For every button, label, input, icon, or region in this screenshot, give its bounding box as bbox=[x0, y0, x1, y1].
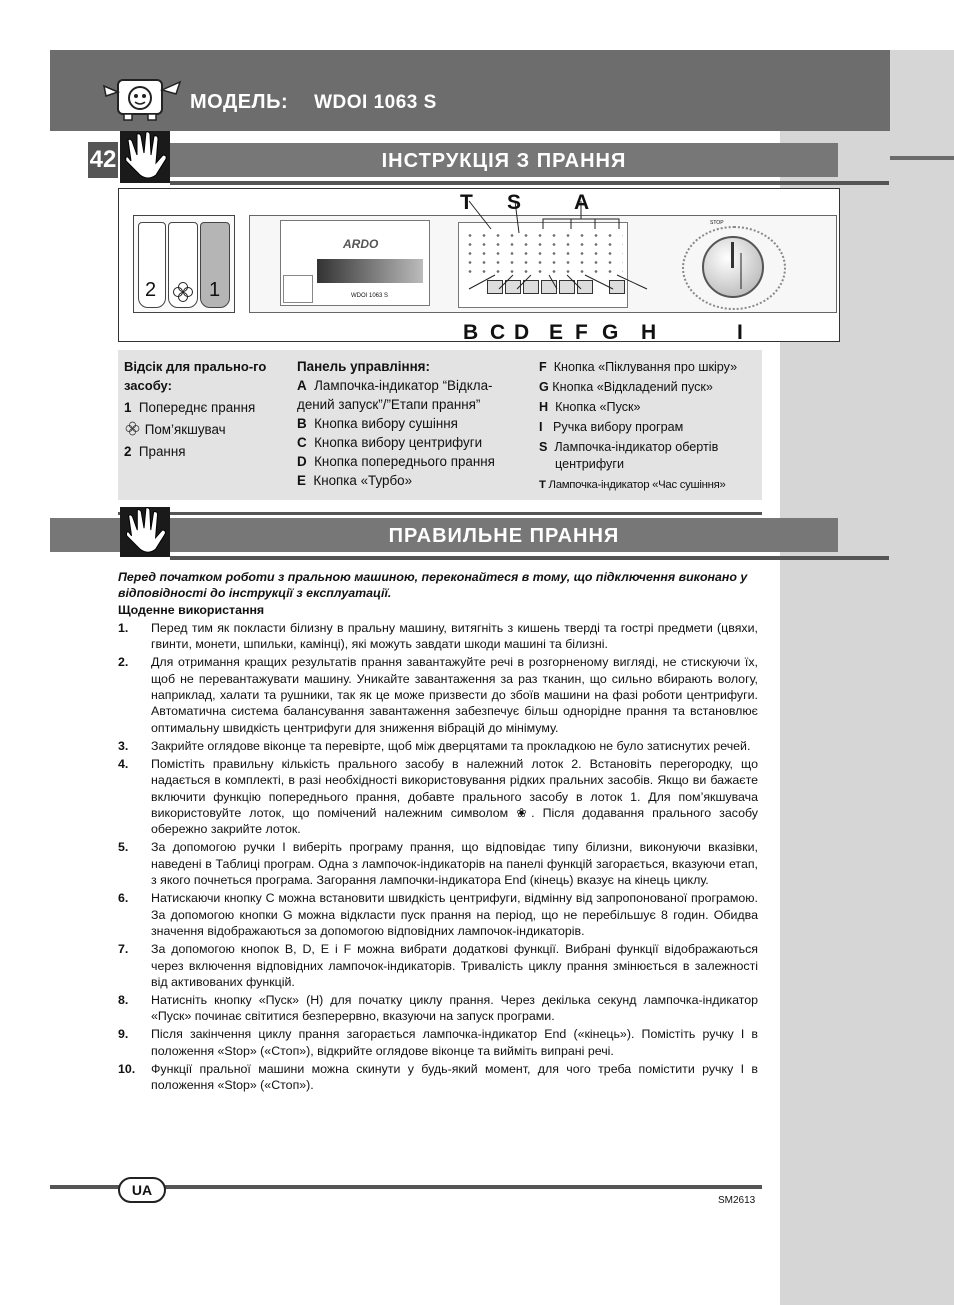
hand-icon bbox=[120, 131, 170, 183]
step-item: 5. За допомогою ручки I виберіть програму прання, що відповідає типу білизни, виконуючи вказівки, наведені в Таблиці програм. Одна з лампочок-індикаторів на панелі функцій загорається, вказуючи етап, з якого почнеться програма. Загорання лампочки-індикатора End (кінець) вказує на кінець циклу. bbox=[118, 840, 758, 888]
legend-item: Пом’якшувач bbox=[124, 420, 284, 439]
page-number: 42 bbox=[88, 142, 118, 178]
section-title-instructions: ІНСТРУКЦІЯ З ПРАННЯ bbox=[170, 143, 838, 177]
hand-icon-box bbox=[120, 507, 170, 557]
washing-instructions bbox=[118, 569, 758, 1094]
callout-T: T bbox=[460, 191, 473, 214]
legend-item: D Кнопка попереднього прання bbox=[297, 454, 495, 469]
legend-item: A Лампочка-індикатор “Відкла-дений запуск”/”Етапи прання” bbox=[297, 378, 493, 412]
step-item: 8. Натисніть кнопку «Пуск» (H) для початку циклу прання. Через декілька секунд лампочка-індикатор «Пуск» починає світитися безперервно, вказуючи на запуск програми. bbox=[118, 992, 758, 1024]
step-item: 9. Після закінчення циклу прання загорається лампочка-індикатор End («кінець»). Помістіть ручку I в положення «Stop» («Стоп»), відкрийте оглядове віконце та вийміть випрані речі. bbox=[118, 1027, 758, 1058]
legend-underline bbox=[118, 512, 762, 515]
legend-item: T Лампочка-індикатор «Час сушіння» bbox=[539, 479, 726, 491]
callout-E: E bbox=[549, 321, 564, 344]
callout-S: S bbox=[507, 191, 522, 214]
subheading-daily-use: Щоденне використання bbox=[118, 602, 265, 617]
legend-item: I Ручка вибору програм bbox=[539, 420, 684, 434]
legend-item: S Лампочка-індикатор обертів центрифуги bbox=[539, 440, 719, 471]
legend-item: 2 Прання bbox=[124, 444, 186, 459]
legend-col-drawer bbox=[124, 357, 284, 461]
callout-I: I bbox=[737, 321, 743, 344]
callout-G: G bbox=[602, 321, 619, 344]
step-item: 3. Закрийте оглядове віконце та перевірте, щоб між дверцятами та прокладкою не було затиснутих речей. bbox=[118, 738, 751, 753]
legend-drawer-title: Відсік для прально-го засобу: bbox=[124, 359, 267, 393]
drawer-label-1: 1 bbox=[209, 279, 221, 301]
step-item: 4. Помістіть правильну кількість прального засобу в належний лоток 2. Встановіть перегородку, що надається в комплекті, в разі необхідності використовування рідких пральних засобів. Якщо ви бажаєте включити функцію попереднього прання, добавте прального засобу в лоток 1. Для пом’якшувача використовуйте лоток, що помічений належним символом ❀. Після додавання прального засобу обережно закрийте лоток. bbox=[118, 756, 758, 837]
model-label: МОДЕЛЬ: bbox=[190, 91, 289, 113]
right-margin-rule bbox=[890, 156, 954, 160]
step-item: 7. За допомогою кнопок B, D, E і F можна вибрати додаткові функції. Вибрані функції відображаються через включення відповідних лампочок-індикаторів. Тривалість циклу прання змінюється в залежності від активованих функцій. bbox=[118, 942, 758, 989]
callout-B: B bbox=[463, 321, 479, 344]
callout-lines bbox=[119, 189, 839, 341]
language-badge: UA bbox=[118, 1177, 166, 1203]
legend-panel-title: Панель управління: bbox=[297, 359, 430, 374]
callout-C: C bbox=[490, 321, 506, 344]
steps-list bbox=[118, 620, 758, 1094]
hand-icon-box bbox=[120, 131, 170, 183]
panel-legend bbox=[118, 350, 762, 500]
brand-logo: ARDO bbox=[343, 237, 379, 251]
legend-item: F Кнопка «Піклування про шкіру» bbox=[539, 360, 738, 374]
document-code: SM2613 bbox=[718, 1195, 756, 1206]
step-item: 6. Натискаючи кнопку C можна встановити швидкість центрифуги, відмінну від запропонованої програмою. За допомогою кнопки G можна відкласти пуск прання на період, що не перебільшує 8 годин. Обидва значення відображаються за допомогою відповідних лампочок-індикаторів. bbox=[118, 891, 758, 939]
callout-D: D bbox=[514, 321, 530, 344]
legend-col-extra bbox=[539, 357, 761, 495]
control-panel-diagram bbox=[118, 188, 840, 342]
section-band-left bbox=[50, 518, 120, 552]
callout-F: F bbox=[575, 321, 588, 344]
section-title-proper-washing: ПРАВИЛЬНЕ ПРАННЯ bbox=[170, 518, 838, 552]
drawer-label-2: 2 bbox=[145, 279, 157, 301]
legend-col-panel bbox=[297, 357, 527, 490]
knob-stop-label: STOP bbox=[710, 220, 724, 226]
callout-H: H bbox=[641, 321, 657, 344]
legend-item: H Кнопка «Пуск» bbox=[539, 400, 641, 414]
step-item: 10. Функції пральної машини можна скинути у будь-який момент, для чого треба помістити ручку I в положення «Stop» («Стоп»). bbox=[118, 1061, 758, 1093]
step-item: 2. Для отримання кращих результатів прання завантажуйте речі в розгорненому вигляді, не стискуючи їх, щоб не перевантажувати машину. Уникайте завантаження за раз тканин, що сильно вбирають вологу, наприклад, халати та рушники, так як це може призвести до збоїв машини на фазі роботи центрифуги. Автоматична система балансування завантаження забезпечує більш однорідне прання та встановлює оптимальну швидкість центрифуги для зниження вібрацій до мінімуму. bbox=[118, 655, 758, 735]
step-item: 1. Перед тим як покласти білизну в пральну машину, витягніть з кишень тверді та гострі предмети (цвяхи, гвинти, монети, шпильки, камінці), які можуть завдати шкоди машині та білизні. bbox=[118, 620, 758, 652]
legend-item: G Кнопка «Відкладений пуск» bbox=[539, 380, 713, 394]
panel-model-label: WDOI 1063 S bbox=[351, 293, 389, 299]
section2-underline bbox=[170, 556, 889, 560]
legend-item: C Кнопка вибору центрифуги bbox=[297, 435, 483, 450]
hand-icon bbox=[120, 507, 170, 557]
softener-flower-icon bbox=[124, 421, 141, 436]
model-value: WDOI 1063 S bbox=[314, 92, 437, 113]
washing-machine-mascot-icon bbox=[100, 74, 186, 122]
section1-underline bbox=[170, 181, 889, 185]
callout-A: A bbox=[574, 191, 590, 214]
legend-item: E Кнопка «Турбо» bbox=[297, 473, 413, 488]
model-heading bbox=[190, 91, 437, 114]
intro-paragraph: Перед початком роботи з пральною машиною, переконайтеся в тому, що підключення виконано у відповідності до інструкції з експлуатації. bbox=[118, 570, 748, 601]
legend-item: 1 Попереднє прання bbox=[124, 400, 256, 415]
legend-item: B Кнопка вибору сушіння bbox=[297, 416, 458, 431]
